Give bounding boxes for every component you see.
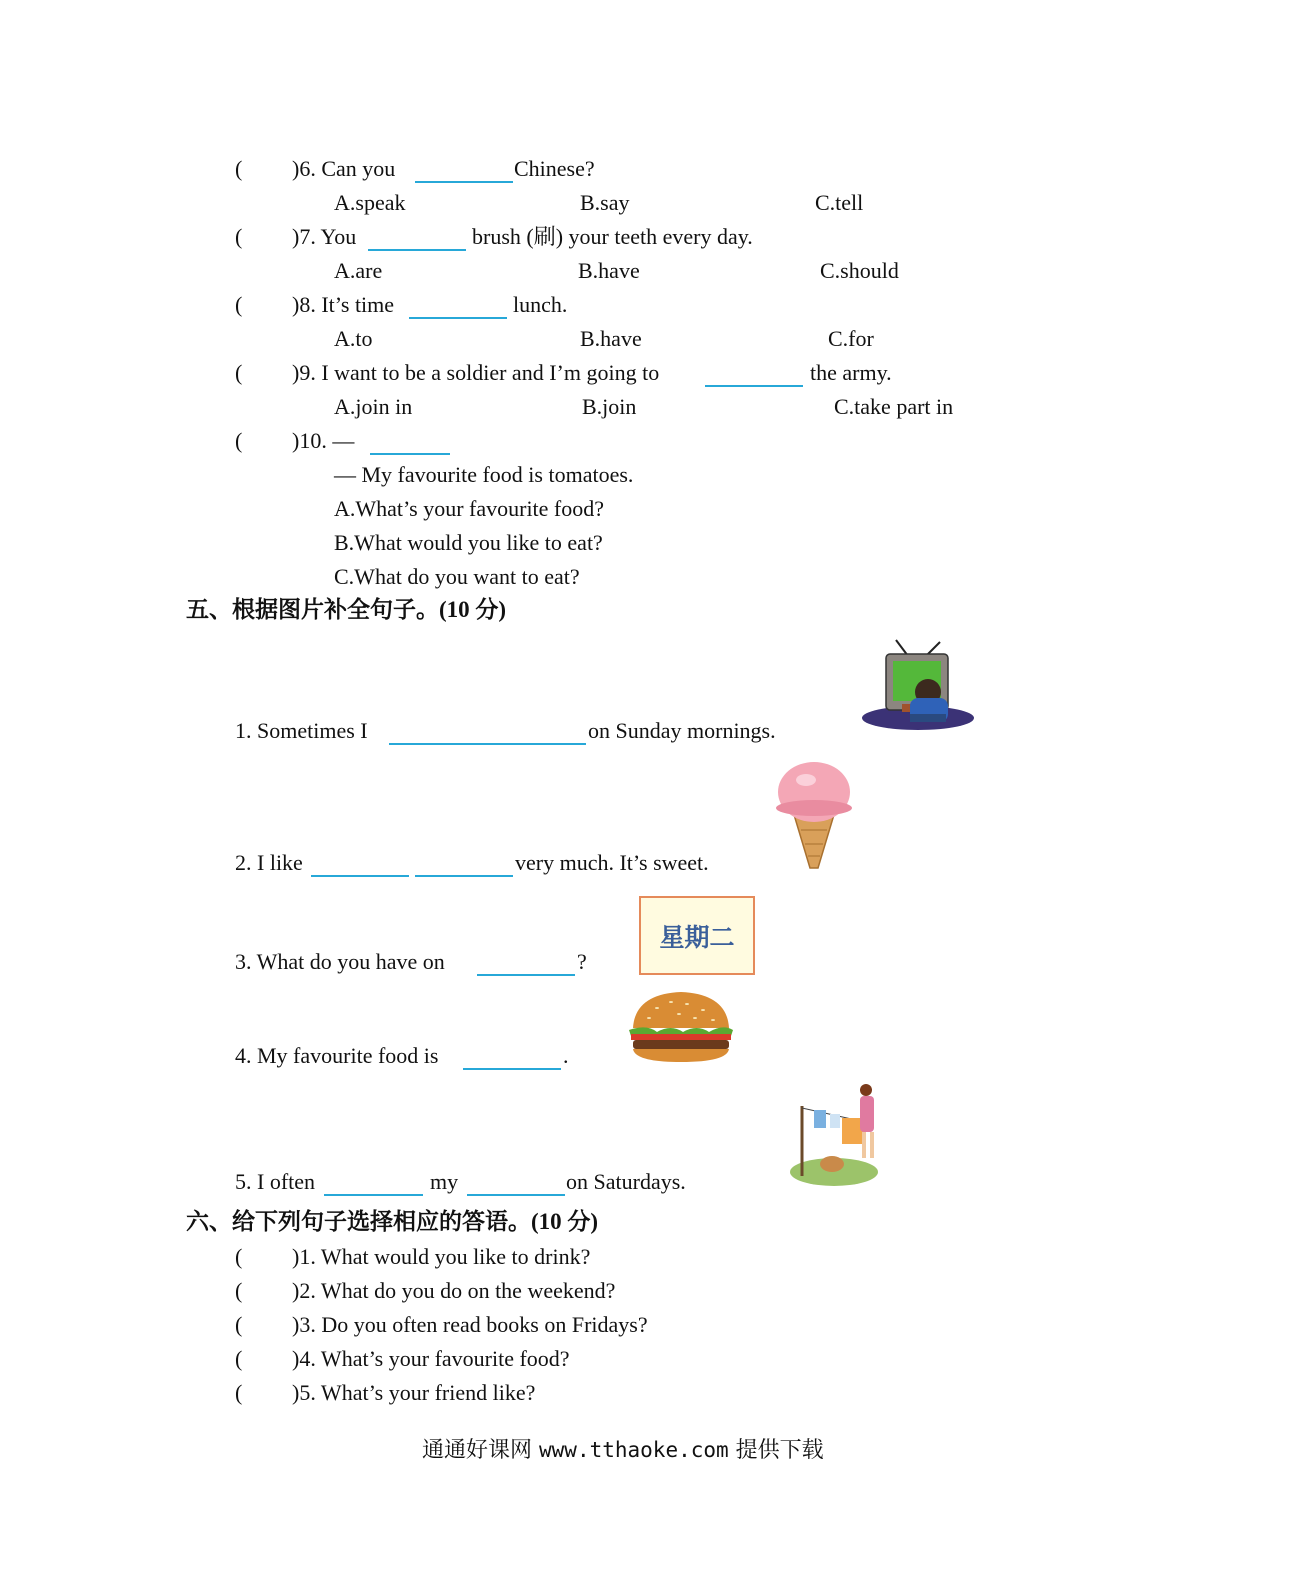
day-card: 星期二: [639, 896, 755, 975]
answer-blank[interactable]: [389, 743, 586, 745]
option-b: B.say: [580, 190, 630, 215]
answer-blank[interactable]: [477, 974, 575, 976]
sentence-text-after: .: [563, 1043, 569, 1068]
paren: (: [235, 428, 243, 453]
paren: (: [235, 1312, 243, 1337]
ice-cream-picture: [776, 758, 852, 870]
option-a: A.to: [334, 326, 373, 351]
sentence-text: 2. I like: [235, 850, 303, 875]
answer-blank-2[interactable]: [415, 875, 513, 877]
section-6-heading: [186, 1210, 598, 1234]
sentence-text-after: on Saturdays.: [566, 1169, 686, 1194]
section-title: 五、根据图片补全句子。: [186, 597, 439, 623]
option-b: B.What would you like to eat?: [334, 530, 603, 555]
washing-clothes-picture: [790, 1080, 882, 1186]
question-text-after: the army.: [810, 360, 892, 385]
question-text: )7. You: [292, 224, 357, 249]
footer-site-name: 通通好课网: [422, 1438, 533, 1463]
option-c: C.What do you want to eat?: [334, 564, 580, 589]
question-text-after: Chinese?: [514, 156, 595, 181]
answer-blank-2[interactable]: [467, 1194, 565, 1196]
option-a: A.speak: [334, 190, 406, 215]
section-title: 六、给下列句子选择相应的答语。: [186, 1209, 531, 1235]
list-item: )3. Do you often read books on Fridays?: [292, 1312, 648, 1337]
option-c: C.tell: [815, 190, 864, 215]
section-points: (10 分): [531, 1209, 599, 1234]
paren: (: [235, 292, 243, 317]
paren: (: [235, 1380, 243, 1405]
section-5-heading: [186, 598, 506, 622]
sentence-text-after: ?: [577, 949, 587, 974]
answer-blank-1[interactable]: [324, 1194, 423, 1196]
footer-url[interactable]: www.tthaoke.com: [539, 1438, 729, 1462]
option-b: B.have: [578, 258, 640, 283]
answer-blank[interactable]: [368, 249, 466, 251]
option-a: A.are: [334, 258, 383, 283]
option-c: C.take part in: [834, 394, 954, 419]
answer-blank[interactable]: [409, 317, 507, 319]
footer-download-text: 提供下载: [735, 1438, 824, 1463]
paren: (: [235, 224, 243, 249]
list-item: )2. What do you do on the weekend?: [292, 1278, 616, 1303]
list-item: )4. What’s your favourite food?: [292, 1346, 570, 1371]
list-item: )1. What would you like to drink?: [292, 1244, 591, 1269]
sentence-text: 3. What do you have on: [235, 949, 445, 974]
question-text-after: brush (刷) your teeth every day.: [472, 224, 753, 249]
answer-blank[interactable]: [705, 385, 803, 387]
option-b: B.have: [580, 326, 642, 351]
paren: (: [235, 1346, 243, 1371]
question-text: )10. —: [292, 428, 355, 453]
answer-blank[interactable]: [370, 453, 450, 455]
watching-tv-picture: [860, 636, 976, 732]
list-item: )5. What’s your friend like?: [292, 1380, 536, 1405]
sentence-text-after: on Sunday mornings.: [588, 718, 776, 743]
hamburger-picture: [627, 988, 735, 1064]
question-text: )8. It’s time: [292, 292, 395, 317]
sentence-text: 1. Sometimes I: [235, 718, 368, 743]
answer-blank[interactable]: [463, 1068, 561, 1070]
footer: [422, 1440, 824, 1462]
sentence-text: 5. I often: [235, 1169, 316, 1194]
option-c: C.should: [820, 258, 899, 283]
option-c: C.for: [828, 326, 874, 351]
question-text: )6. Can you: [292, 156, 396, 181]
option-a: A.What’s your favourite food?: [334, 496, 605, 521]
paren: (: [235, 1244, 243, 1269]
section-points: (10 分): [439, 597, 507, 622]
answer-line: — My favourite food is tomatoes.: [334, 462, 634, 487]
sentence-text-middle: my: [430, 1169, 459, 1194]
question-text: )9. I want to be a soldier and I’m going to: [292, 360, 660, 385]
paren: (: [235, 156, 243, 181]
answer-blank-1[interactable]: [311, 875, 409, 877]
question-text-after: lunch.: [513, 292, 568, 317]
paren: (: [235, 360, 243, 385]
answer-blank[interactable]: [415, 181, 513, 183]
sentence-text: 4. My favourite food is: [235, 1043, 439, 1068]
paren: (: [235, 1278, 243, 1303]
sentence-text-after: very much. It’s sweet.: [515, 850, 709, 875]
option-b: B.join: [582, 394, 637, 419]
option-a: A.join in: [334, 394, 413, 419]
